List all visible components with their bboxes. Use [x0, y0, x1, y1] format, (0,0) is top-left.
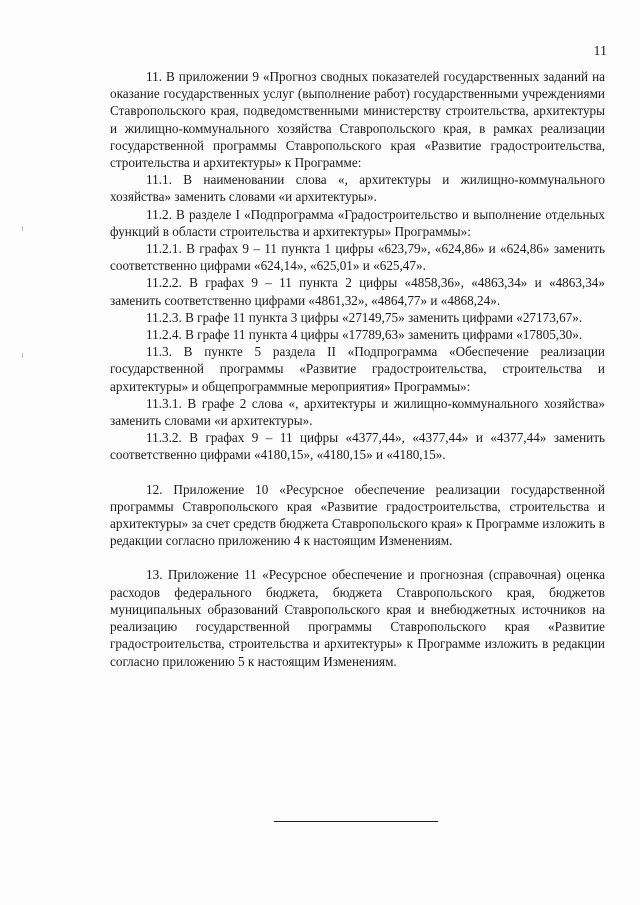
scan-artifact — [22, 353, 23, 358]
paragraph-11-3: 11.3. В пункте 5 раздела II «Подпрограмма «Обеспечение реализации государственной программы «Развитие градостроительства, строительства и архитектуры» и общепрограммные мероприятия» Программы»: — [110, 344, 605, 394]
paragraph-12: 12. Приложение 10 «Ресурсное обеспечение реализации государственной программы Ставропольского края «Развитие градостроительства, строительства и архитектуры» за счет средств бюджета Ставропольского края» к Программе изложить в редакции согласно приложению 4 к настоящим Изменениям. — [110, 481, 605, 549]
paragraph-11-2-1: 11.2.1. В графах 9 – 11 пункта 1 цифры «623,79», «624,86» и «624,86» заменить соответственно цифрами «624,14», «625,01» и «625,47». — [110, 241, 605, 274]
paragraph-11-1: 11.1. В наименовании слова «, архитектуры и жилищно-коммунального хозяйства» заменить словами «и архитектуры». — [110, 172, 605, 205]
paragraph-11-2: 11.2. В разделе I «Подпрограмма «Градостроительство и выполнение отдельных функций в области строительства и архитектуры» Программы»: — [110, 206, 605, 239]
document-body — [110, 68, 605, 670]
paragraph-11-2-2: 11.2.2. В графах 9 – 11 пункта 2 цифры «4858,36», «4863,34» и «4863,34» заменить соответственно цифрами «4861,32», «4864,77» и «4868,24». — [110, 275, 605, 308]
paragraph-11: 11. В приложении 9 «Прогноз сводных показателей государственных заданий на оказание государственных услуг (выполнение работ) государственными учреждениями Ставропольского края, подведомственными министерству строительства, архитектуры и жилищно-коммунального хозяйства Ставропольского края, в рамках реализации государственной программы Ставропольского края «Развитие градостроительства, строительства и архитектуры» к Программе: — [110, 69, 605, 171]
paragraph-11-3-2: 11.3.2. В графах 9 – 11 цифры «4377,44», «4377,44» и «4377,44» заменить соответственно цифрами «4180,15», «4180,15» и «4180,15». — [110, 430, 605, 463]
end-separator-line — [274, 821, 438, 822]
page-number: 11 — [593, 44, 607, 59]
paragraph-11-3-1: 11.3.1. В графе 2 слова «, архитектуры и жилищно-коммунального хозяйства» заменить словами «и архитектуры». — [110, 395, 605, 429]
paragraph-11-2-4: 11.2.4. В графе 11 пункта 4 цифры «17789,63» заменить цифрами «17805,30». — [146, 327, 583, 343]
paragraph-13: 13. Приложение 11 «Ресурсное обеспечение и прогнозная (справочная) оценка расходов федерального бюджета, бюджета Ставропольского края, бюджетов муниципальных образований Ставропольского края и внебюджетных источников на реализацию государственной программы Ставропольского края «Развитие градостроительства, строительства и архитектуры» к Программе изложить в редакции согласно приложению 5 к настоящим Изменениям. — [110, 567, 605, 669]
scan-artifact — [22, 226, 23, 231]
paragraph-11-2-3: 11.2.3. В графе 11 пункта 3 цифры «27149,75» заменить цифрами «27173,67». — [146, 309, 583, 325]
